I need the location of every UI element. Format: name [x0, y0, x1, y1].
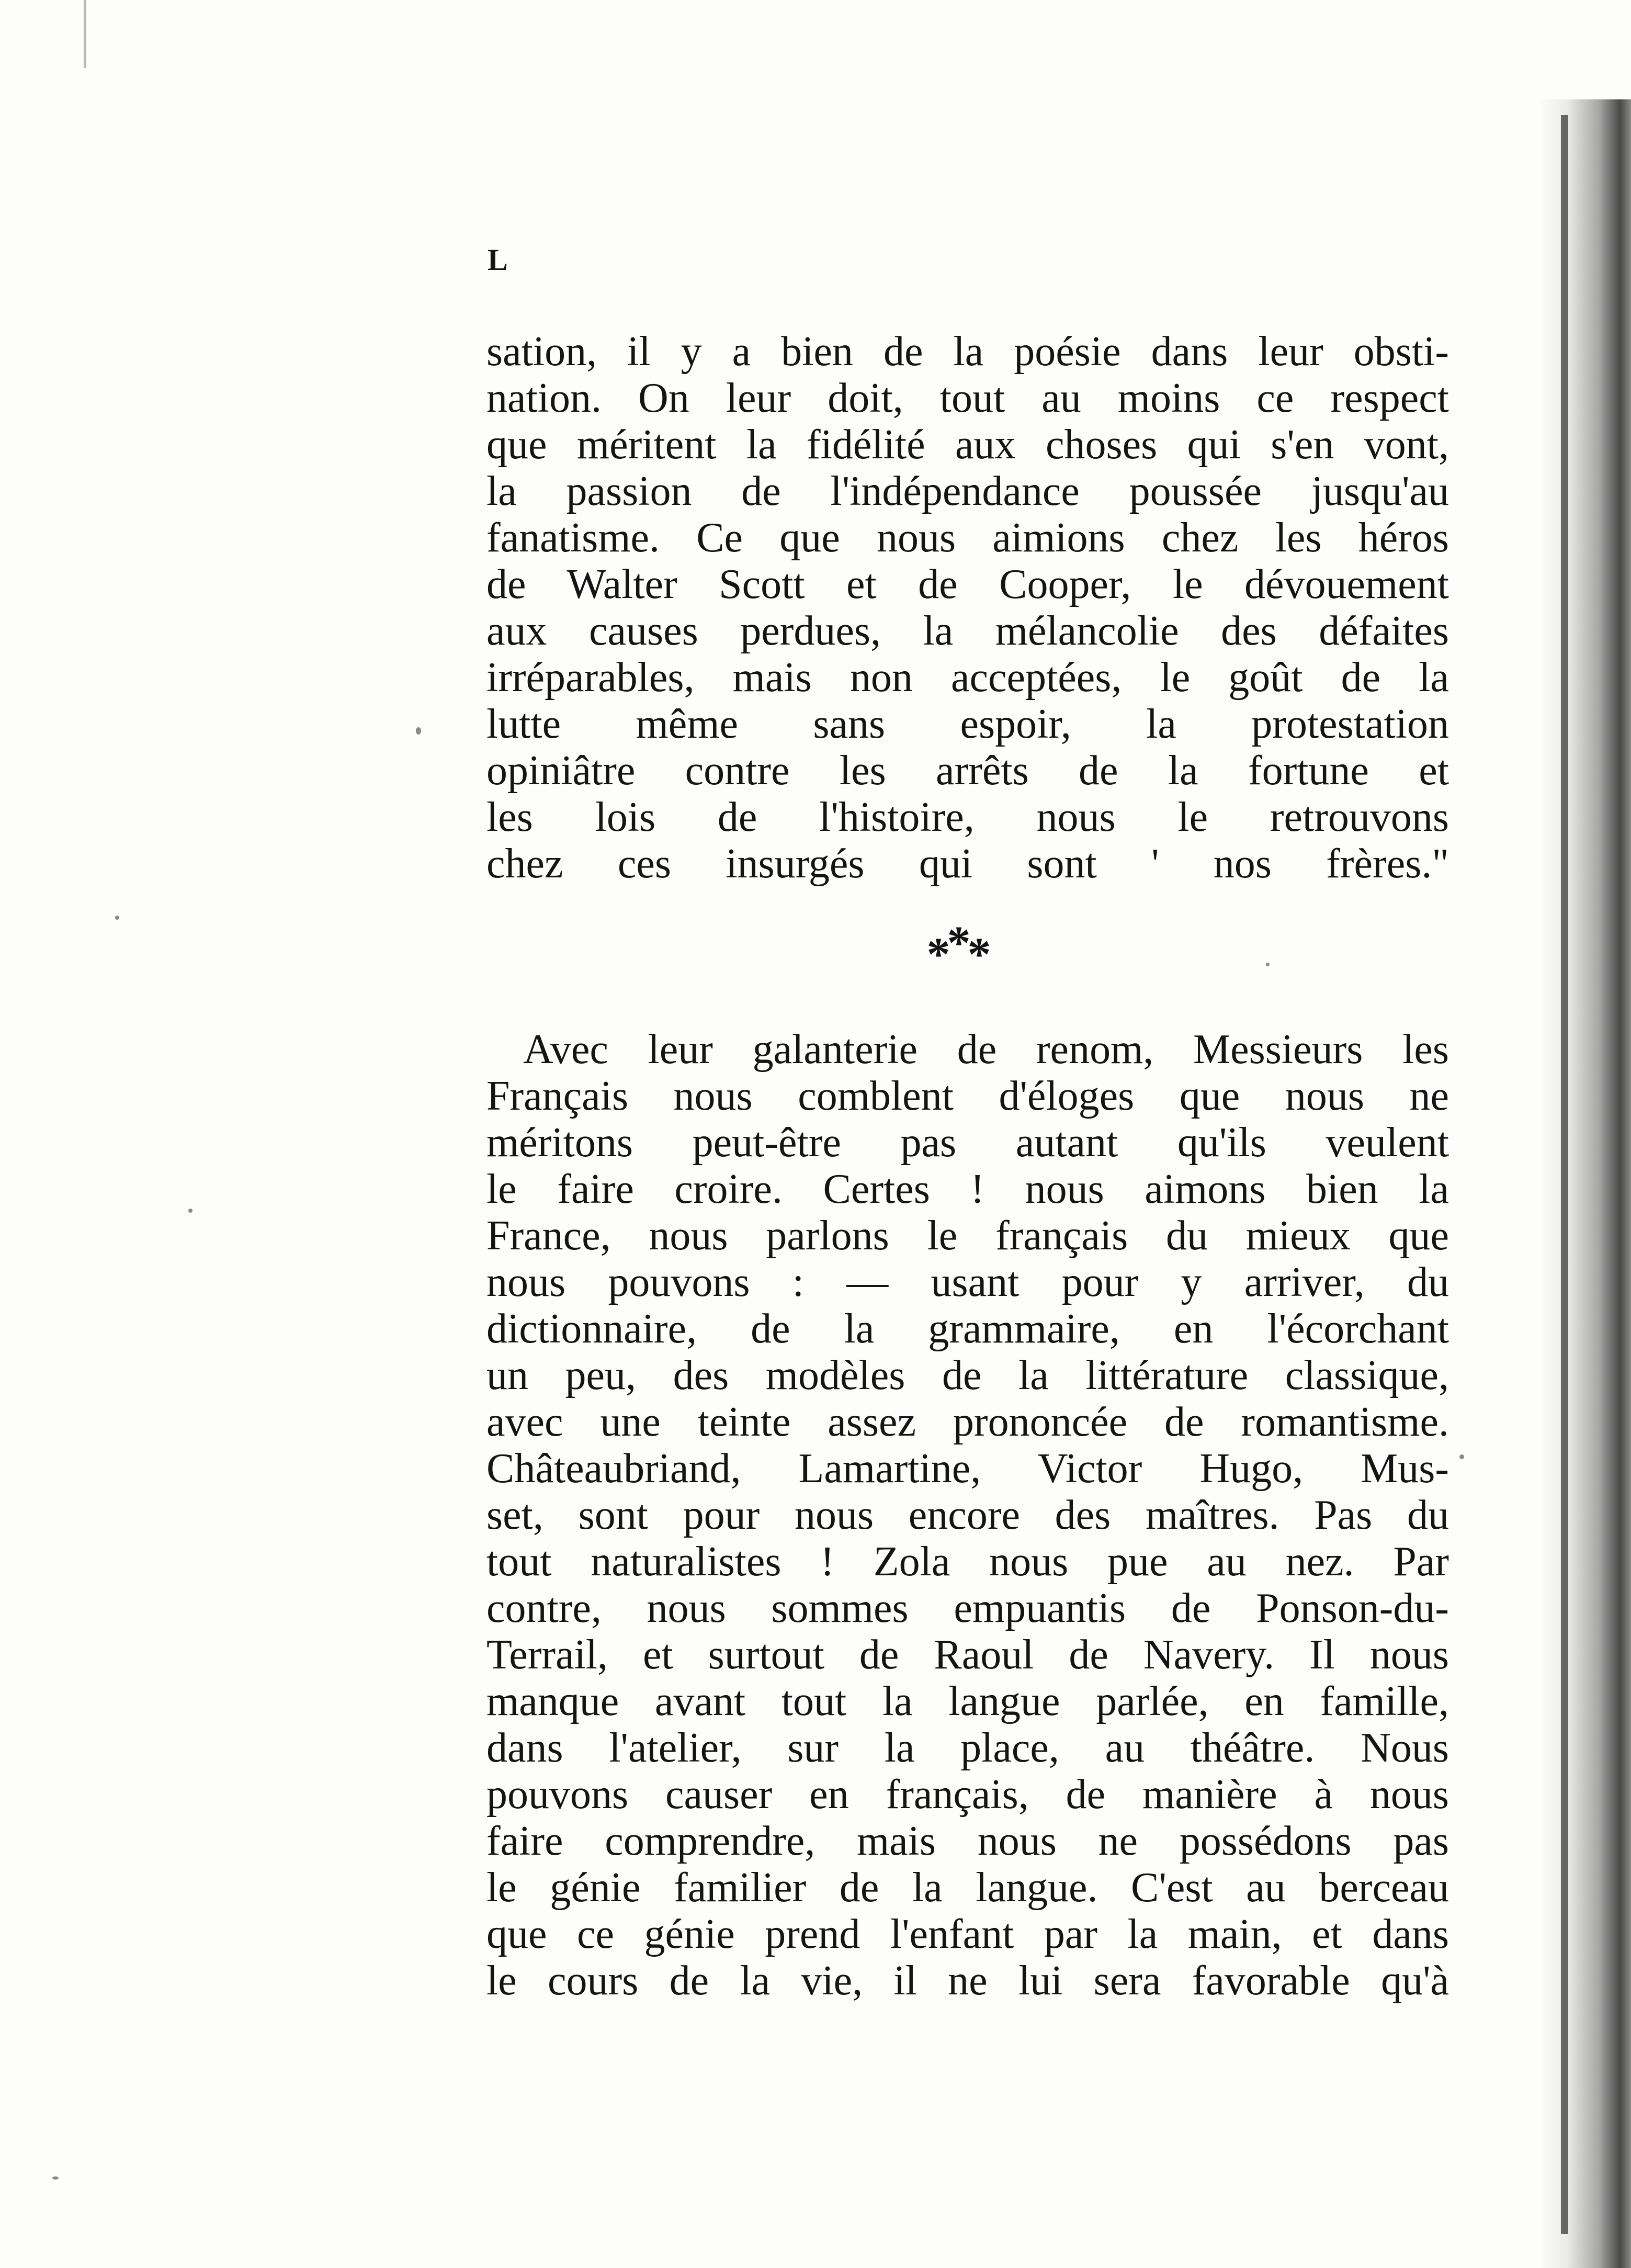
separator-asterisk: *	[926, 929, 947, 980]
text-line: contre, nous sommes empuantis de Ponson-du-	[486, 1585, 1449, 1631]
text-line: que méritent la fidélité aux choses qui s'en vont,	[486, 422, 1449, 468]
text-line: la passion de l'indépendance poussée jusqu'au	[486, 468, 1449, 514]
text-line: opiniâtre contre les arrêts de la fortune et	[486, 748, 1449, 794]
text-line: France, nous parlons le français du mieux que	[486, 1213, 1449, 1259]
text-line: de Walter Scott et de Cooper, le dévouement	[486, 561, 1449, 607]
text-line: irréparables, mais non acceptées, le goût de la	[486, 655, 1449, 701]
text-line: fanatisme. Ce que nous aimions chez les héros	[486, 515, 1449, 561]
text-line: Avec leur galanterie de renom, Messieurs les	[523, 1026, 1449, 1073]
scan-speck	[416, 727, 421, 735]
text-line: dans l'atelier, sur la place, au théâtre. Nous	[486, 1725, 1449, 1771]
scan-speck	[52, 2176, 59, 2180]
text-line: pouvons causer en français, de manière à nous	[486, 1771, 1449, 1818]
text-line: nous pouvons : — usant pour y arriver, du	[486, 1259, 1449, 1305]
separator-asterisk: *	[967, 929, 988, 980]
text-line: nation. On leur doit, tout au moins ce respect	[486, 375, 1449, 421]
text-line: manque avant tout la langue parlée, en famille,	[486, 1678, 1449, 1724]
text-line: Châteaubriand, Lamartine, Victor Hugo, Mus-	[486, 1446, 1449, 1492]
text-line: le faire croire. Certes ! nous aimons bien la	[486, 1166, 1449, 1212]
scan-speck	[1266, 963, 1270, 966]
text-line: dictionnaire, de la grammaire, en l'écorchant	[486, 1306, 1449, 1352]
paragraph-2	[486, 1026, 1449, 2004]
text-line: méritons peut-être pas autant qu'ils veulent	[486, 1120, 1449, 1166]
text-line: un peu, des modèles de la littérature classique,	[486, 1352, 1449, 1398]
scan-speck	[188, 1209, 192, 1213]
text-line: avec une teinte assez prononcée de romantisme.	[486, 1399, 1449, 1445]
binding-shadow	[1539, 99, 1631, 2268]
paragraph-1	[486, 329, 1449, 887]
scan-speck	[115, 916, 119, 920]
separator-asterisk: *	[947, 917, 968, 969]
text-line: Terrail, et surtout de Raoul de Navery. Il nous	[486, 1632, 1449, 1678]
text-line: chez ces insurgés qui sont ' nos frères."	[486, 841, 1449, 887]
section-separator	[889, 917, 1025, 980]
text-line: le cours de la vie, il ne lui sera favorable qu'à	[486, 1958, 1449, 2004]
text-line: aux causes perdues, la mélancolie des défaites	[486, 608, 1449, 654]
text-line: set, sont pour nous encore des maîtres. Pas du	[486, 1492, 1449, 1538]
binding-edge	[1561, 115, 1568, 2234]
text-line: sation, il y a bien de la poésie dans leur obsti-	[486, 329, 1449, 375]
page-number: L	[488, 243, 508, 277]
text-line: faire comprendre, mais nous ne possédons pas	[486, 1818, 1449, 1864]
scan-speck	[1459, 1454, 1464, 1459]
text-line: que ce génie prend l'enfant par la main, et dans	[486, 1911, 1449, 1957]
text-line: lutte même sans espoir, la protestation	[486, 701, 1449, 747]
text-line: tout naturalistes ! Zola nous pue au nez. Par	[486, 1539, 1449, 1585]
text-line: Français nous comblent d'éloges que nous ne	[486, 1073, 1449, 1119]
text-line: les lois de l'histoire, nous le retrouvons	[486, 794, 1449, 840]
text-line: le génie familier de la langue. C'est au berceau	[486, 1865, 1449, 1911]
scan-edge-mark	[84, 0, 86, 68]
